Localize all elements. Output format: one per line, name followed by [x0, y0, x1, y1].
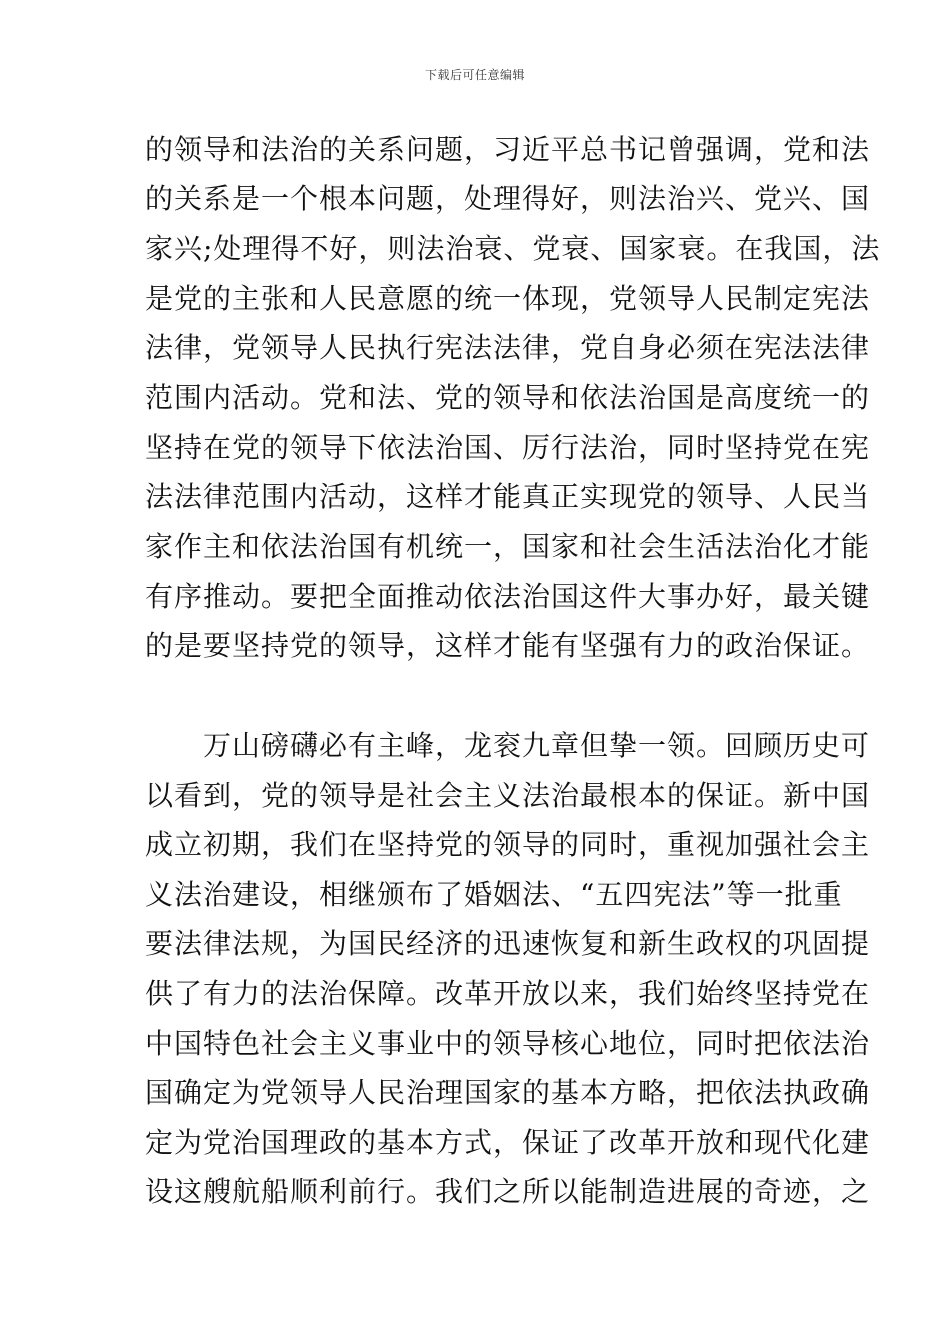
paragraph-line: 的关系是一个根本问题，处理得好，则法治兴、党兴、国 [145, 182, 871, 215]
paragraph-line: 的领导和法治的关系问题，习近平总书记曾强调，党和法 [145, 133, 871, 166]
paragraph-line: 国确定为党领导人民治理国家的基本方略，把依法执政确 [145, 1076, 871, 1109]
paragraph-line: 是党的主张和人民意愿的统一体现，党领导人民制定宪法 [145, 282, 871, 315]
paragraph-line: 定为党治国理政的基本方式，保证了改革开放和现代化建 [145, 1126, 871, 1159]
paragraph-line: 家兴;处理得不好，则法治衰、党衰、国家衰。在我国，法 [145, 232, 881, 265]
paragraph-line: 万山磅礴必有主峰，龙衮九章但挚一领。回顾历史可 [145, 729, 871, 762]
paragraph-line: 法法律范围内活动，这样才能真正实现党的领导、人民当 [145, 480, 871, 513]
paragraph-line: 以看到，党的领导是社会主义法治最根本的保证。新中国 [145, 779, 871, 812]
paragraph-line: 要法律法规，为国民经济的迅速恢复和新生政权的巩固提 [145, 927, 871, 960]
paragraph-line: 成立初期，我们在坚持党的领导的同时，重视加强社会主 [145, 828, 871, 861]
paragraph-line: 义法治建设，相继颁布了婚姻法、“五四宪法”等一批重 [145, 878, 843, 911]
paragraph-line: 法律，党领导人民执行宪法法律，党自身必须在宪法法律 [145, 331, 871, 364]
paragraph-line: 设这艘航船顺利前行。我们之所以能制造进展的奇迹，之 [145, 1175, 871, 1208]
paragraph-line: 范围内活动。党和法、党的领导和依法治国是高度统一的 [145, 381, 871, 414]
paragraph-line: 中国特色社会主义事业中的领导核心地位，同时把依法治 [145, 1027, 871, 1060]
paragraph-line: 坚持在党的领导下依法治国、厉行法治，同时坚持党在宪 [145, 431, 871, 464]
paragraph-line: 有序推动。要把全面推动依法治国这件大事办好，最关键 [145, 580, 871, 613]
paragraph-line: 的是要坚持党的领导，这样才能有坚强有力的政治保证。 [145, 629, 871, 662]
paragraph-line: 家作主和依法治国有机统一，国家和社会生活法治化才能 [145, 530, 871, 563]
page-header: 下载后可任意编辑 [424, 68, 525, 82]
paragraph-line: 供了有力的法治保障。改革开放以来，我们始终坚持党在 [145, 977, 871, 1010]
